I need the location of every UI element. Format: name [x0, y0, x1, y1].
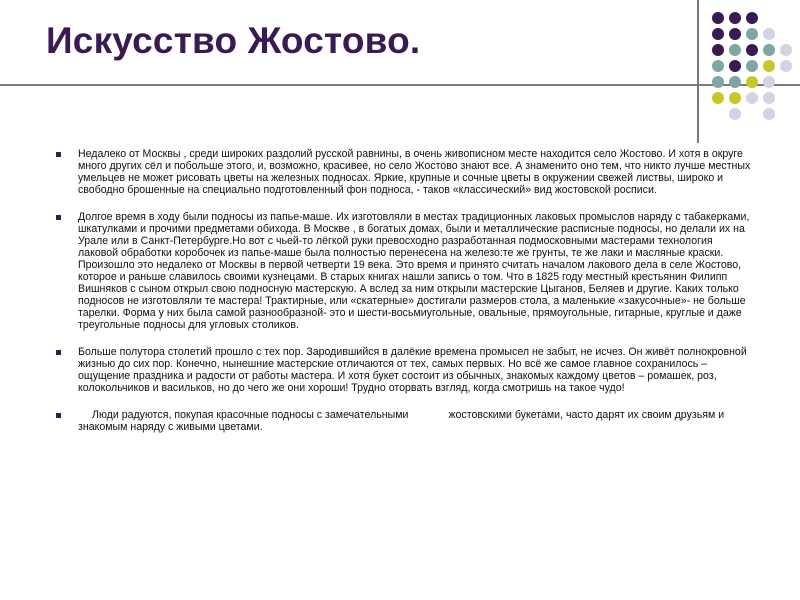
- dot: [763, 44, 775, 56]
- dot: [729, 76, 741, 88]
- dot: [780, 44, 792, 56]
- dot: [746, 12, 758, 24]
- horizontal-divider: [0, 84, 800, 86]
- bullet-marker: [56, 215, 61, 220]
- dot: [712, 92, 724, 104]
- dot: [780, 60, 792, 72]
- dot: [712, 76, 724, 88]
- paragraph-4: [56, 409, 752, 433]
- dot: [712, 12, 724, 24]
- paragraph-3: [56, 346, 752, 394]
- dot: [746, 44, 758, 56]
- dot: [729, 92, 741, 104]
- paragraph-text: Недалеко от Москвы , среди широких раздолий русской равнины, в очень живописном месте находится село Жостово. И хотя в округе много других сёл и побольше этого, и, возможно, красивее, но село Жостово знают все. А знаменито оно тем, что никто лучше местных умельцев не может рисовать цветы на железных подносах. Яркие, крупные и сочные цветы в окружении свежей листвы, широко и свободно брошенные на специально подготовленный фон подноса, - таков «классический» вид жостовской росписи.: [78, 148, 751, 196]
- slide-body: [56, 148, 752, 448]
- bullet-marker: [56, 350, 61, 355]
- bullet-marker: [56, 152, 61, 157]
- dot: [729, 28, 741, 40]
- dot: [746, 76, 758, 88]
- bullet-marker: [56, 413, 61, 418]
- paragraph-text-part-b: жостовскими букетами, часто дарят их своим друзьям и знакомым наряду с живыми цветами.: [78, 409, 725, 433]
- dot: [729, 44, 741, 56]
- dot: [729, 12, 741, 24]
- dot: [712, 60, 724, 72]
- slide-title: Искусство Жостово.: [46, 20, 421, 61]
- paragraph-2: [56, 211, 752, 331]
- dot: [763, 108, 775, 120]
- dot: [763, 76, 775, 88]
- dot: [763, 28, 775, 40]
- paragraph-text: Долгое время в ходу были подносы из папье-маше. Их изготовляли в местах традиционных лаковых промыслов наряду с табакерками, шкатулками и прочими предметами обихода. В Москве , в богатых домах, были и металлические расписные подносы, но делали их на Урале или в Санкт-Петербурге.Но вот с чьей-то лёгкой руки превосходно разработанная подмосковными мастерами технология лаковой обработки коробочек из папье-маше была полностью перенесена на железо:те же грунты, те же лаки и масляные краски. Произошло это недалеко от Москвы в первой четверти 19 века. Это время и принято считать началом лакового дела в селе Жостово, которое и раньше славилось своими кузнецами. В старых книгах нашли запись о том. Что в 1825 году местный крестьянин Филипп Вишняков с сыном открыл свою подносную мастерскую. А вслед за ним открыли мастерские Цыганов, Беляев и другие. Каких только подносов не изготовляли те мастера! Трактирные, или «скатерные» достигали размеров стола, а маленькие «закусочные»- не больше тарелки. Форма у них была самой разнообразной- это и шести-восьмиугольные, овальные, прямоугольные, гитарные, круглые и даже треугольные подносы для угловых столиков.: [78, 211, 750, 331]
- dot: [746, 28, 758, 40]
- dot: [746, 60, 758, 72]
- dot: [763, 92, 775, 104]
- dot: [712, 28, 724, 40]
- dot: [746, 92, 758, 104]
- paragraph-1: [56, 148, 752, 196]
- dot: [729, 108, 741, 120]
- paragraph-text: Больше полутора столетий прошло с тех пор. Зародившийся в далёкие времена промысел не забыт, не исчез. Он живёт полнокровной жизнью до сих пор. Конечно, нынешние мастерские отличаются от тех, самых первых. Но всё же самое главное сохранилось – ощущение праздника и радости от работы мастера. И хотя букет состоит из обычных, знакомых каждому цветов – ромашек, роз, колокольчиков и васильков, но до чего же они хороши! Трудно оторвать взгляд, когда смотришь на такое чудо!: [78, 346, 747, 394]
- dot: [712, 44, 724, 56]
- dot: [763, 60, 775, 72]
- paragraph-text-part-a: Люди радуются, покупая красочные подносы с замечательными: [92, 409, 409, 421]
- vertical-divider: [697, 0, 699, 143]
- dot: [729, 60, 741, 72]
